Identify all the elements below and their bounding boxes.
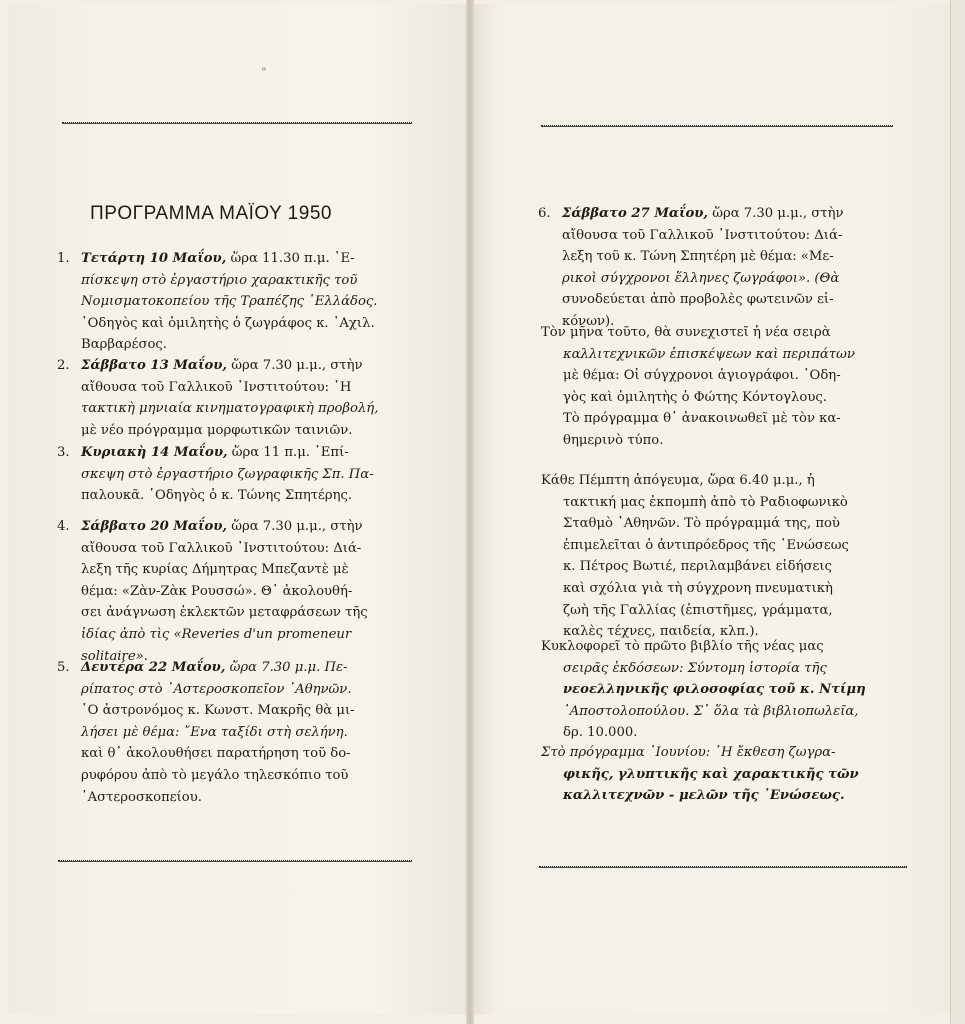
entry-line: σκεψη στὸ ἐργαστήριο ζωγραφικῆς Σπ. Πα- [81, 466, 374, 482]
right-bottom-rule [539, 866, 907, 868]
entry-line: αἴθουσα τοῦ Γαλλικοῦ ᾿Ινστιτούτου: ῾Η [81, 379, 352, 395]
entry-line: παλουκᾶ. ῾Οδηγὸς ὁ κ. Τώνης Σπητέρης. [81, 488, 353, 504]
para-line: φικῆς, γλυπτικῆς καὶ χαρακτικῆς τῶν [563, 766, 859, 782]
entry-line: solitaire». [81, 648, 148, 664]
entry-date: Τετάρτη 10 Μαΐου, [81, 251, 227, 266]
entry-line: ὥρα 7.30 μ.μ., στὴν [708, 206, 844, 221]
para-line: γὸς καὶ ὁμιλητὴς ὁ Φώτης Κόντογλους. [563, 389, 827, 405]
entry-line: ὥρα 7.30 μ.μ., στὴν [227, 519, 363, 534]
page-edge [950, 0, 965, 1024]
para-line: δρ. 10.000. [563, 725, 638, 741]
para-line: σειρᾶς ἐκδόσεων: Σύντομη ἱστορία τῆς [563, 660, 827, 676]
entry-line: τακτικὴ μηνιαία κινηματογραφικὴ προβολή, [81, 401, 379, 417]
entry-line: θέμα: «Ζὰν-Ζὰκ Ρουσσώ». Θ᾿ ἀκολουθή- [81, 583, 353, 599]
entry-line: λεξη τῆς κυρίας Δήμητρας Μπεζαντὲ μὲ [81, 562, 349, 578]
program-entry-4 [57, 516, 411, 667]
entry-line: πίσκεψη στὸ ἐργαστήριο χαρακτικῆς τοῦ [81, 272, 358, 288]
entry-date: Δευτέρα 22 Μαΐου, [81, 660, 226, 675]
para-line: καὶ σχόλια γιὰ τὴ σύγχρονη πνευματικὴ [563, 580, 833, 596]
entry-date: Σάββατο 20 Μαΐου, [81, 519, 228, 534]
book-gutter [466, 0, 474, 1024]
para-line: Κάθε Πέμπτη ἀπόγευμα, ὥρα 6.40 μ.μ., ἡ [541, 473, 815, 488]
entry-line: ᾿Αστεροσκοπείου. [81, 789, 202, 805]
page-title: ΠΡΟΓΡΑΜΜΑ ΜΑΪΟΥ 1950 [90, 203, 332, 224]
entry-line: αἴθουσα τοῦ Γαλλικοῦ ᾿Ινστιτούτου: Διά- [81, 540, 362, 556]
entry-line: ὥρα 11.30 π.μ. ᾿Ε- [226, 251, 355, 266]
para-line: κ. Πέτρος Βωτιέ, περιλαμβάνει εἰδήσεις [563, 559, 832, 575]
entry-line: λήσει μὲ θέμα: ῎Ενα ταξίδι στὴ σελήνη. [81, 724, 348, 740]
program-entry-5 [57, 657, 411, 808]
entry-line: ὥρα 11 π.μ. ᾿Επί- [227, 445, 349, 460]
left-bottom-rule [58, 860, 412, 862]
entry-number: 3. [57, 445, 70, 460]
para-line: Στὸ πρόγραμμα ᾿Ιουνίου: ῾Η ἔκθεση ζωγρα- [541, 745, 836, 760]
para-line: καλλιτεχνῶν - μελῶν τῆς ῾Ενώσεως. [563, 788, 845, 804]
program-entry-2 [57, 355, 411, 441]
entry-number: 5. [57, 660, 70, 675]
para-line: Τὸ πρόγραμμα θ᾿ ἀνακοινωθεῖ μὲ τὸν κα- [563, 411, 841, 427]
para-line: μὲ θέμα: Οἱ σύγχρονοι ἁγιογράφοι. ῾Οδη- [563, 368, 841, 384]
entry-line: συνοδεύεται ἀπὸ προβολὲς φωτεινῶν εἰ- [562, 292, 834, 308]
para-line: ζωὴ τῆς Γαλλίας (ἐπιστῆμες, γράμματα, [563, 602, 833, 618]
para-line: καλὲς τέχνες, παιδεία, κλπ.). [563, 624, 759, 640]
para-line: ᾿Αποστολοπούλου. Σ᾿ ὅλα τὰ βιβλιοπωλεῖα, [563, 703, 859, 719]
para-line: τακτική μας ἐκπομπὴ ἀπὸ τὸ Ραδιοφωνικὸ [563, 494, 848, 510]
entry-line: ῾Οδηγὸς καὶ ὁμιλητὴς ὁ ζωγράφος κ. ᾿Αχιλ. [81, 315, 375, 331]
entry-line: ῾Ο ἀστρονόμος κ. Κωνστ. Μακρῆς θὰ μι- [81, 703, 355, 719]
entry-number: 2. [57, 358, 70, 373]
radio-broadcast-paragraph [541, 470, 909, 643]
para-line: Κυκλοφορεῖ τὸ πρῶτο βιβλίο τῆς νέας μας [541, 639, 824, 654]
entry-number: 1. [57, 251, 70, 266]
entry-date: Σάββατο 27 Μαΐου, [562, 206, 709, 221]
entry-line: ὥρα 7.30 μ.μ., στὴν [227, 358, 363, 373]
entry-date: Κυριακὴ 14 Μαΐου, [81, 445, 228, 460]
entry-line: ὥρα 7.30 μ.μ. Πε- [225, 660, 348, 675]
entry-line: κόνων). [562, 313, 615, 329]
entry-line: ρικοὶ σύγχρονοι ἕλληνες ζωγράφοι». (Θὰ [562, 270, 840, 286]
right-top-rule [541, 125, 893, 127]
entry-line: αἴθουσα τοῦ Γαλλικοῦ ᾿Ινστιτούτου: Διά- [562, 227, 843, 243]
monthly-visits-paragraph [541, 322, 909, 452]
printer-mark: ᵒ [262, 66, 266, 77]
entry-line: Βαρβαρέσος. [81, 337, 167, 353]
para-line: ἐπιμελεῖται ὁ ἀντιπρόεδρος τῆς ῾Ενώσεως [563, 537, 849, 553]
entry-date: Σάββατο 13 Μαΐου, [81, 358, 228, 373]
para-line: νεοελληνικῆς φιλοσοφίας τοῦ κ. Ντίμη [563, 682, 866, 698]
entry-line: Νομισματοκοπείου τῆς Τραπέζης ῾Ελλάδος. [81, 294, 378, 310]
entry-line: ἰδίας ἀπὸ τὶς «Reveries d'un promeneur [81, 626, 352, 642]
book-release-paragraph [541, 636, 909, 744]
program-entry-1 [57, 248, 411, 356]
program-entry-3 [57, 442, 411, 507]
june-program-paragraph [541, 742, 909, 807]
entry-line: μὲ νέο πρόγραμμα μορφωτικῶν ταινιῶν. [81, 422, 353, 438]
entry-number: 4. [57, 519, 70, 534]
left-page [8, 4, 470, 1014]
para-line: Σταθμὸ ᾿Αθηνῶν. Τὸ πρόγραμμά της, ποὺ [563, 516, 840, 532]
para-line: Τὸν μῆνα τοῦτο, θὰ συνεχιστεῖ ἡ νέα σειρὰ [541, 325, 831, 340]
left-top-rule [62, 122, 412, 124]
entry-line: λεξη τοῦ κ. Τώνη Σπητέρη μὲ θέμα: «Με- [562, 249, 834, 265]
entry-line: σει ἀνάγνωση ἐκλεκτῶν μεταφράσεων τῆς [81, 605, 368, 621]
entry-number: 6. [538, 206, 551, 221]
entry-line: ρυφόρου ἀπὸ τὸ μεγάλο τηλεσκόπιο τοῦ [81, 767, 349, 783]
para-line: καλλιτεχνικῶν ἐπισκέψεων καὶ περιπάτων [563, 346, 855, 362]
entry-line: ρίπατος στὸ ᾿Αστεροσκοπεῖον ᾿Αθηνῶν. [81, 681, 352, 697]
para-line: θημερινὸ τύπο. [563, 432, 664, 448]
entry-line: καὶ θ᾿ ἀκολουθήσει παρατήρηση τοῦ δο- [81, 746, 351, 762]
